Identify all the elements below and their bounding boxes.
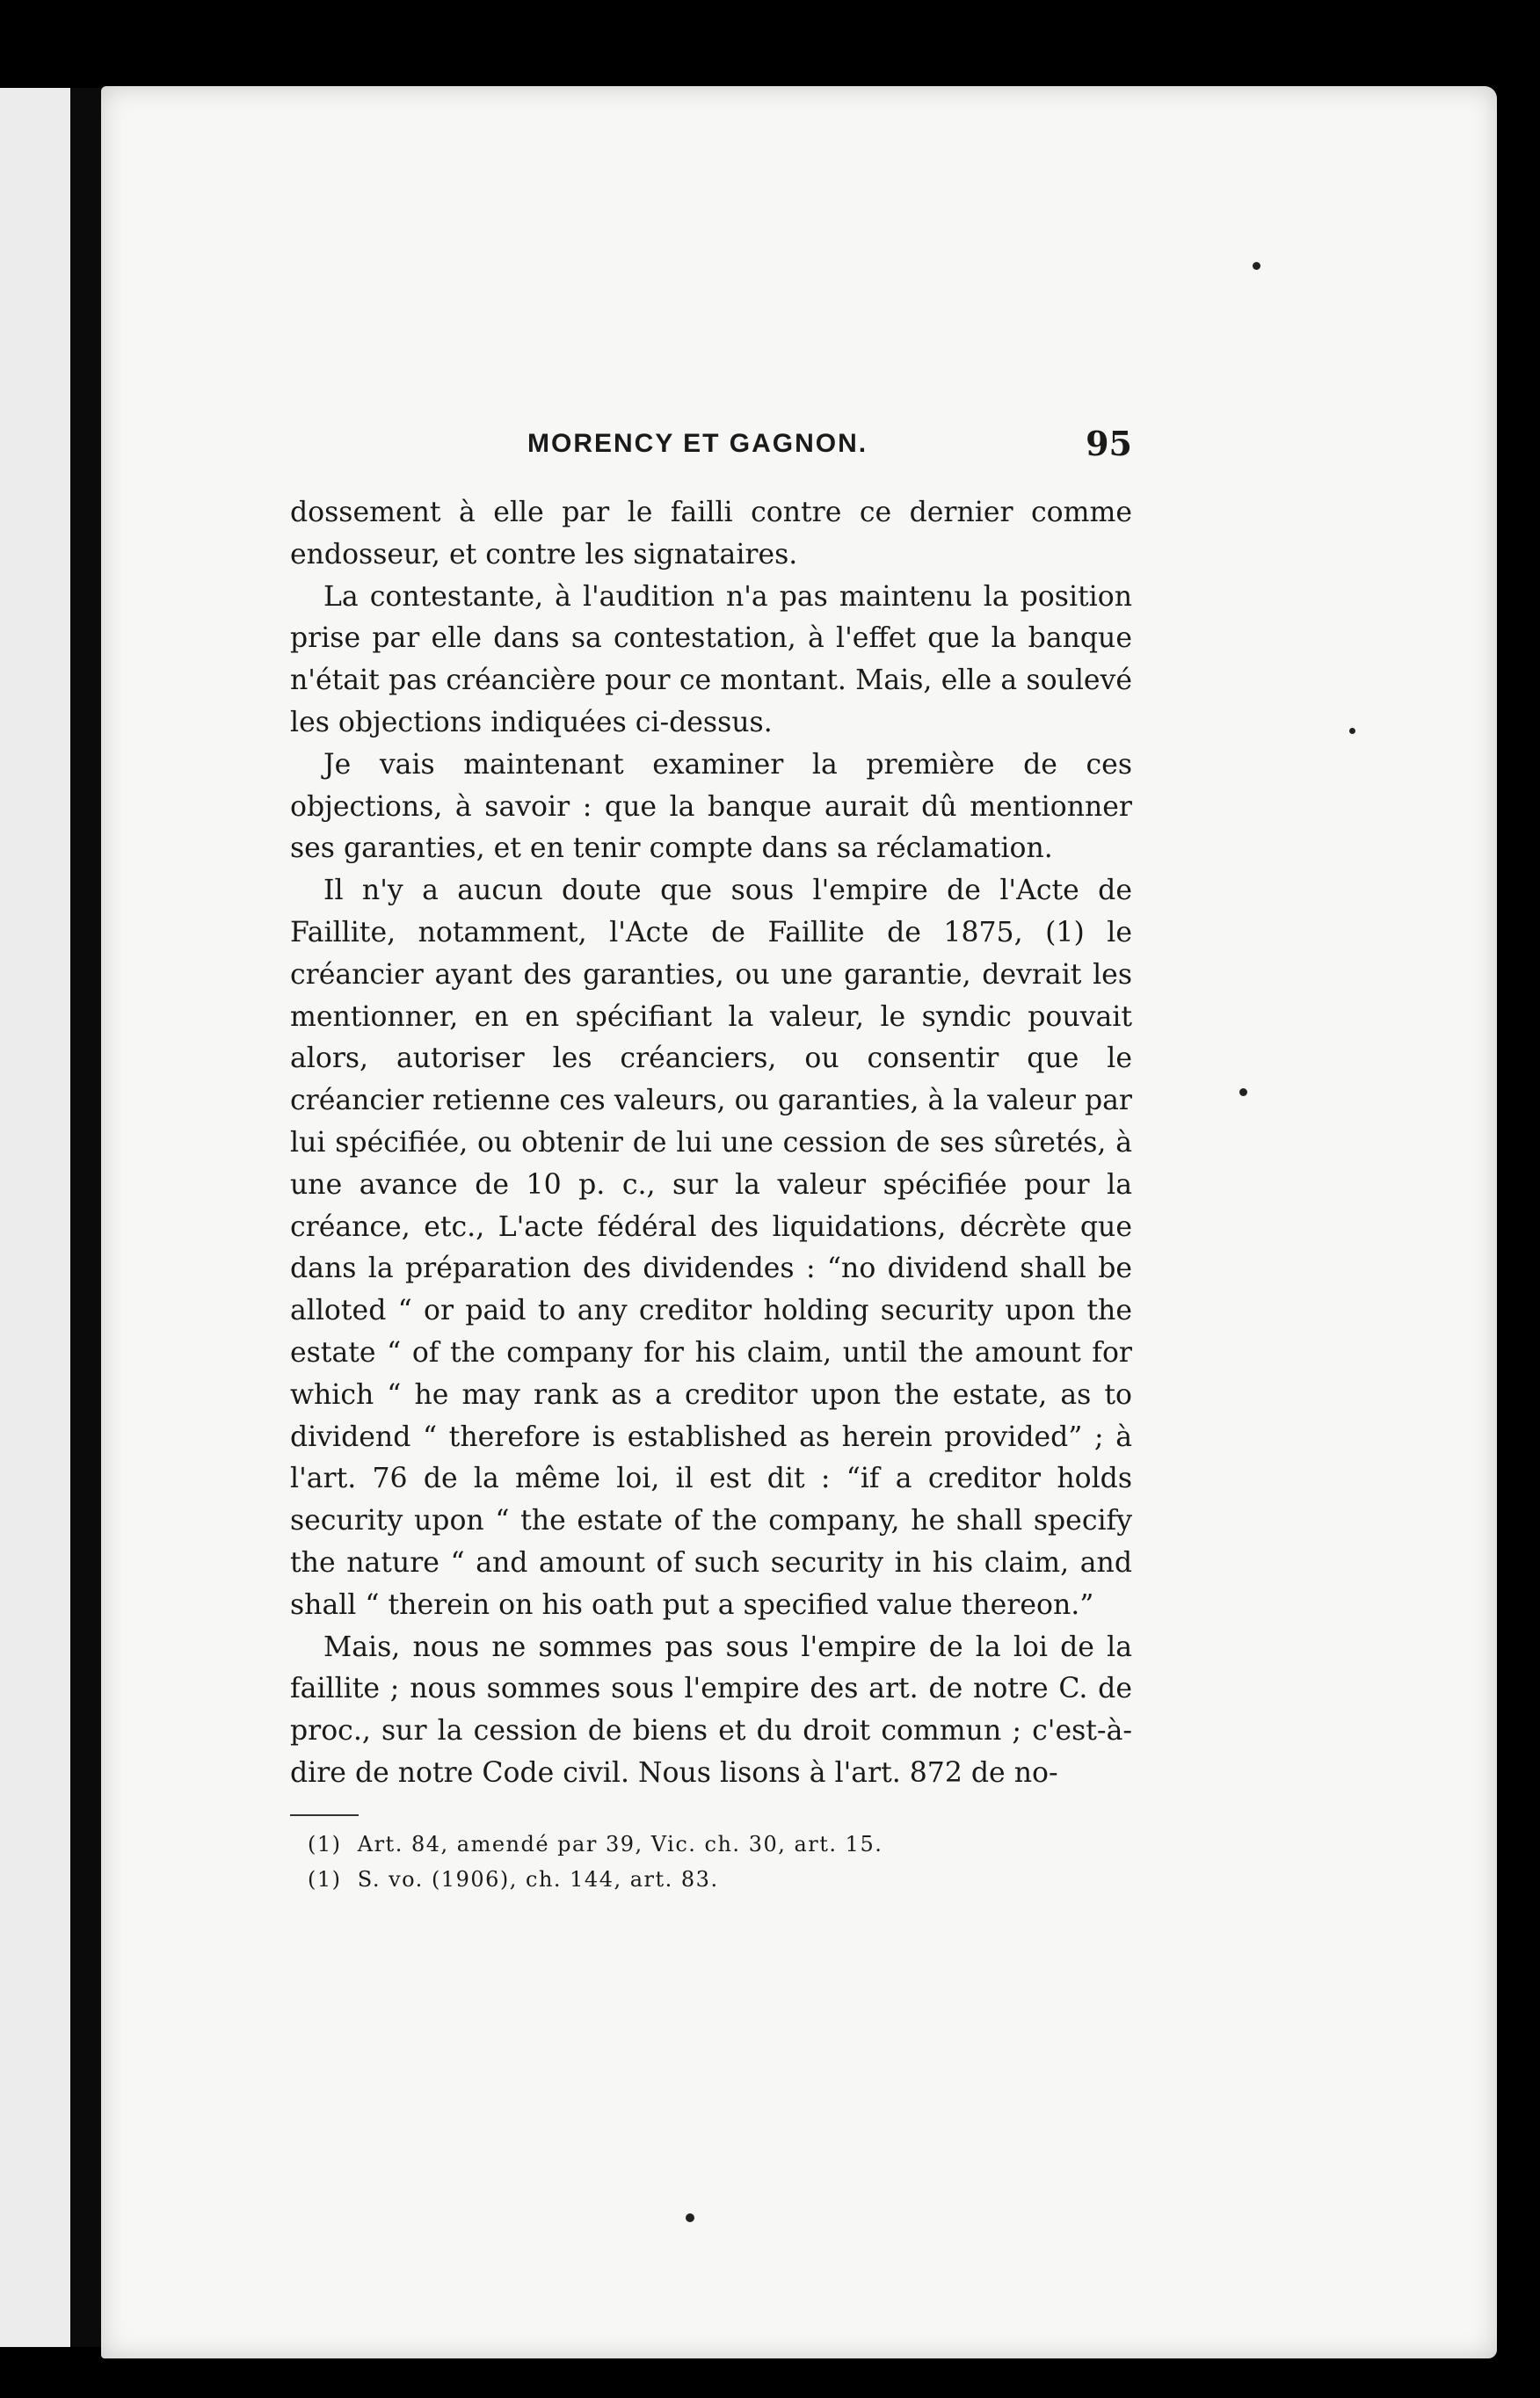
footnotes xyxy=(308,1827,1132,1897)
page-number: 95 xyxy=(1086,424,1132,463)
paragraph: Il n'y a aucun doute que sous l'empire de l'Acte de Faillite, notamment, l'Acte de Faillite de 1875, (1) le créancier ayant des garanties, ou une garantie, devrait les mentionner, en en spécifiant la valeur, le syndic pouvait alors, autoriser les créanciers, ou consentir que le créancier retienne ces valeurs, ou garanties, à la valeur par lui spécifiée, ou obtenir de lui une cession de ses sûretés, à une avance de 10 p. c., sur la valeur spécifiée pour la créance, etc., L'acte fédéral des liquidations, décrète que dans la préparation des dividendes : “no dividend shall be alloted “ or paid to any creditor holding security upon the estate “ of the company for his claim, until the amount for which “ he may rank as a creditor upon the estate, as to dividend “ therefore is established as herein provided” ; à l'art. 76 de la même loi, il est dit : “if a creditor holds security upon “ the estate of the company, he shall specify the nature “ and amount of such security in his claim, and shall “ therein on his oath put a specified value thereon.” xyxy=(290,875,1132,1621)
body-text xyxy=(290,492,1132,1795)
footnote: (1) S. vo. (1906), ch. 144, art. 83. xyxy=(308,1866,719,1892)
paragraph: Je vais maintenant examiner la première de ces objections, à savoir : que la banque aurait dû mentionner ses garanties, et en tenir compte dans sa réclamation. xyxy=(290,748,1132,865)
footnote-rule xyxy=(290,1814,359,1816)
paragraph: dossement à elle par le failli contre ce dernier comme endosseur, et contre les signataires. xyxy=(290,497,1132,570)
paragraph: Mais, nous ne sommes pas sous l'empire de la loi de la faillite ; nous sommes sous l'empire des art. de notre C. de proc., sur la cession de biens et du droit commun ; c'est-à-dire de notre Code civil. Nous lisons à l'art. 872 de no- xyxy=(290,1631,1132,1789)
footnote: (1) Art. 84, amendé par 39, Vic. ch. 30, art. 15. xyxy=(308,1831,883,1857)
left-page-edge xyxy=(0,88,70,2347)
paper-speck xyxy=(1349,728,1355,734)
running-title: MORENCY ET GAGNON. xyxy=(527,429,868,458)
paper-speck xyxy=(1239,1088,1247,1096)
paragraph: La contestante, à l'audition n'a pas maintenu la position prise par elle dans sa contestation, à l'effet que la banque n'était pas créancière pour ce montant. Mais, elle a soulevé les objections indiquées ci-dessus. xyxy=(290,580,1132,738)
running-head xyxy=(290,422,1132,476)
paper-speck xyxy=(1253,262,1260,270)
page-content xyxy=(290,422,1132,1897)
paper-speck xyxy=(686,2213,694,2222)
book-gutter xyxy=(70,88,105,2347)
